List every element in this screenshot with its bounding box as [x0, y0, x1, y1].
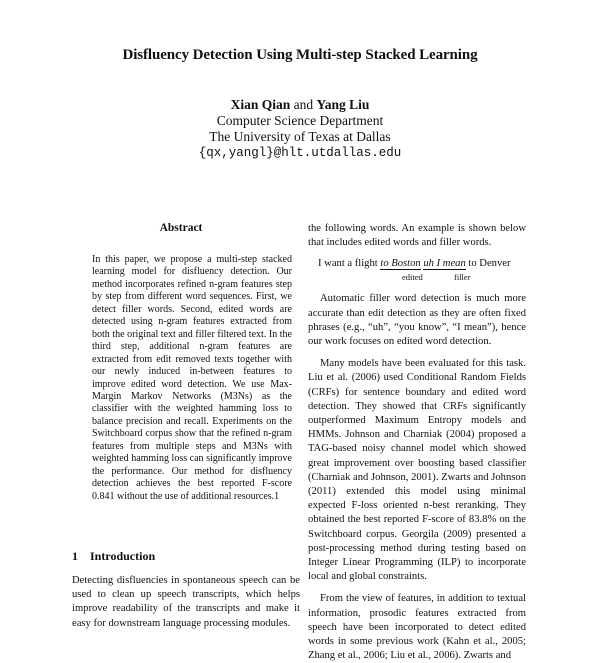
example-prefix: I want a flight — [318, 258, 378, 270]
paper-title: Disfluency Detection Using Multi-step Stacked Learning — [122, 47, 478, 63]
paragraph-prior-models: Many models have been evaluated for this task. Liu et al. (2006) used Conditional Random Fields (CRFs) for sentence boundary and edited word detection. They showed that CRFs significantly outperformed Maximum Entropy models and HMMs. Johnson and Charniak (2004) proposed a TAG-based noisy channel model which showed great improvement over boosting based classifier (Charniak and Johnson, 2001). Zwarts and Johnson (2011) extended this model using minimal expected F-loss oriented n-best reranking. They obtained the best reported F-score of 83.8% on the Switchboard corpus. Georgila (2009) presented a post-processing method during testing based on Integer Linear Programming (ILP) to incorporate local and global constraints. — [308, 358, 526, 583]
paragraph-filler-detection: Automatic filler word detection is much more accurate than edit detection as they are often fixed phrases (e.g., “uh”, “you know”, “I mean”), hence our work focuses on edited word detection. — [308, 293, 526, 348]
example-label-filler: filler — [454, 272, 471, 283]
section-heading-introduction — [72, 549, 155, 564]
left-column — [72, 222, 300, 629]
example-edited-words: to Boston — [380, 258, 421, 270]
example-label-edited: edited — [402, 272, 423, 283]
abstract-heading: Abstract — [159, 222, 203, 234]
author-and: and — [293, 97, 314, 112]
author-2: Yang Liu — [316, 97, 370, 112]
example-filler-words: uh I mean — [423, 258, 466, 270]
section-title-text: Introduction — [90, 549, 156, 563]
author-block — [0, 97, 600, 161]
author-email: {qx,yangl}@hlt.utdallas.edu — [198, 146, 402, 160]
author-1: Xian Qian — [230, 97, 291, 112]
author-names — [0, 97, 600, 113]
disfluency-example — [318, 258, 526, 282]
paragraph-features: From the view of features, in addition to textual information, prosodic features extracted from speech have been incorporated to detect edited words in some previous work (Kahn et al., 2005; Zhang et al., 2006; Liu et al., 2006). Zwarts and — [308, 593, 526, 662]
introduction-text: Detecting disfluencies in spontaneous speech can be used to clean up speech transcripts, which helps improve readability of the transcripts and make it easy for downstream language processing modules. — [72, 575, 300, 629]
section-number: 1 — [72, 549, 78, 563]
example-suffix: to Denver — [468, 258, 511, 270]
paragraph-continued: the following words. An example is shown below that includes edited words and filler words. — [308, 223, 526, 249]
author-univ: The University of Texas at Dallas — [209, 129, 391, 144]
right-column — [308, 222, 526, 663]
abstract-text: In this paper, we propose a multi-step stacked learning model for disfluency detection. Our method incorporates refined n-gram features step by step from different word sequences. First, we detect filler words. Second, edited words are detected using n-gram features extracted from both the original text and filler filtered text. In the third step, additional n-gram features are extracted from edit removed texts together with our newly induced in-between features to improve edited word detection. We use Max-Margin Markov Networks (M3Ns) as the classifier with the weighted hamming loss to balance precision and recall. Experiments on the Switchboard corpus show that the refined n-gram features from multiple steps and M3Ns with weighted hamming loss can significantly improve the performance. Our method for disfluency detection achieves the best reported F-score 0.841 without the use of additional resources.1 — [92, 254, 292, 502]
author-dept: Computer Science Department — [216, 113, 384, 128]
